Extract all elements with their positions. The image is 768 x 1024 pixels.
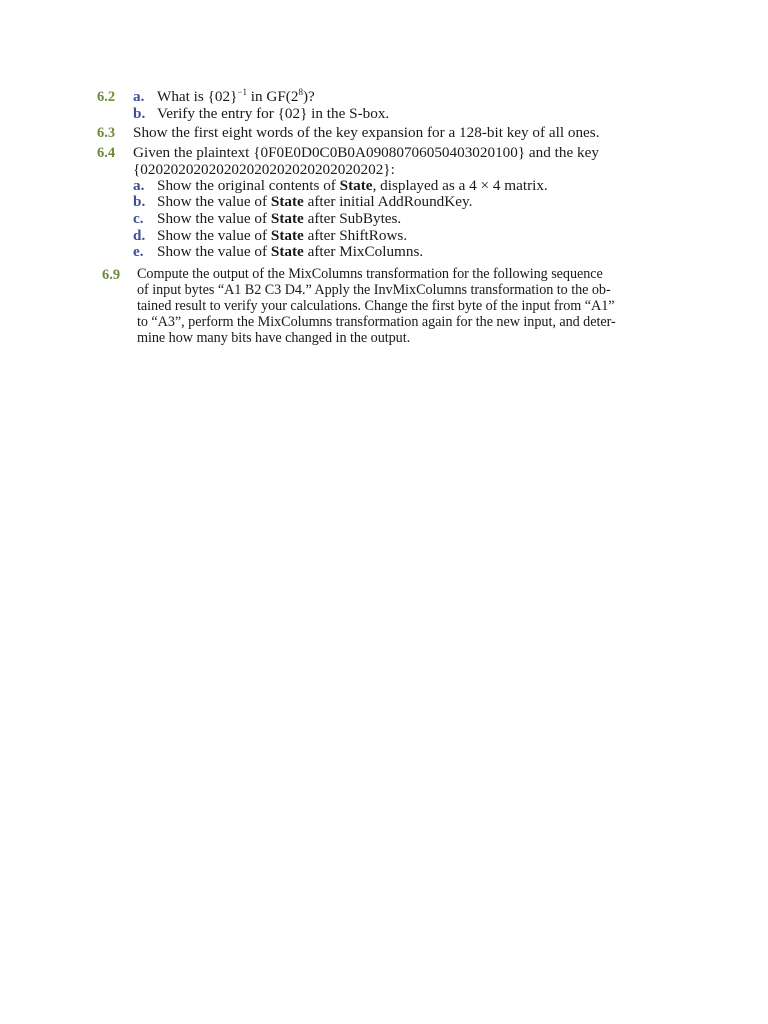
- item-text: after MixColumns.: [303, 243, 424, 260]
- item-letter: a.: [133, 88, 145, 105]
- problem-number-6-4: 6.4: [97, 145, 116, 161]
- item-letter: b.: [133, 105, 146, 122]
- item-text: Show the original contents of: [157, 177, 340, 194]
- problem-6-3-text: Show the first eight words of the key expansion for a 128-bit key of all ones.: [133, 124, 600, 141]
- problem-6-9-line-4: to “A3”, perform the MixColumns transformation again for the new input, and deter-: [137, 314, 616, 330]
- problem-6-4-line-1: Given the plaintext {0F0E0D0C0B0A09080706050403020100} and the key: [133, 144, 599, 161]
- item-bold-term: State: [270, 210, 304, 227]
- item-text: after initial AddRoundKey.: [303, 193, 473, 210]
- item-text: What is {02}: [157, 88, 238, 105]
- item-bold-term: State: [270, 243, 304, 260]
- item-bold-term: State: [270, 193, 304, 210]
- problem-number-6-3: 6.3: [97, 125, 116, 141]
- problem-6-9-line-3: tained result to verify your calculations. Change the first byte of the input from “A1”: [137, 298, 615, 314]
- item-bold-term: State: [339, 177, 373, 194]
- problem-6-9-line-5: mine how many bits have changed in the output.: [137, 330, 411, 346]
- problem-6-9-line-1: Compute the output of the MixColumns transformation for the following sequence: [137, 266, 603, 282]
- problem-6-9-line-2: of input bytes “A1 B2 C3 D4.” Apply the InvMixColumns transformation to the ob-: [137, 282, 611, 298]
- superscript: 8: [298, 87, 303, 97]
- item-letter: e.: [133, 243, 144, 260]
- item-text: after ShiftRows.: [303, 227, 408, 244]
- problem-6-2-item-a: [133, 88, 315, 105]
- item-text: after SubBytes.: [303, 210, 402, 227]
- problem-6-4-item-a: [133, 177, 548, 194]
- problem-number-6-9: 6.9: [102, 267, 121, 283]
- item-text: Show the value of: [157, 210, 271, 227]
- problem-6-4-item-c: [133, 210, 401, 227]
- item-bold-term: State: [270, 227, 304, 244]
- item-text: Verify the entry for {02} in the S-box.: [157, 105, 390, 122]
- item-text: Show the value of: [157, 193, 271, 210]
- problem-6-4-item-e: [133, 243, 423, 260]
- superscript: −1: [237, 87, 247, 97]
- item-text: Show the value of: [157, 243, 271, 260]
- problem-6-4-line-2: {02020202020202020202020202020202}:: [133, 161, 395, 178]
- item-text: in GF(2: [246, 88, 299, 105]
- item-letter: d.: [133, 227, 146, 244]
- item-letter: b.: [133, 193, 146, 210]
- problem-6-4-item-d: [133, 227, 407, 244]
- item-text: , displayed as a 4 × 4 matrix.: [372, 177, 548, 194]
- problem-6-4-item-b: [133, 193, 472, 210]
- item-text: Show the value of: [157, 227, 271, 244]
- item-letter: a.: [133, 177, 145, 194]
- item-text: )?: [302, 88, 315, 105]
- problem-6-2-item-b: [133, 105, 389, 122]
- item-letter: c.: [133, 210, 144, 227]
- problem-number-6-2: 6.2: [97, 89, 116, 105]
